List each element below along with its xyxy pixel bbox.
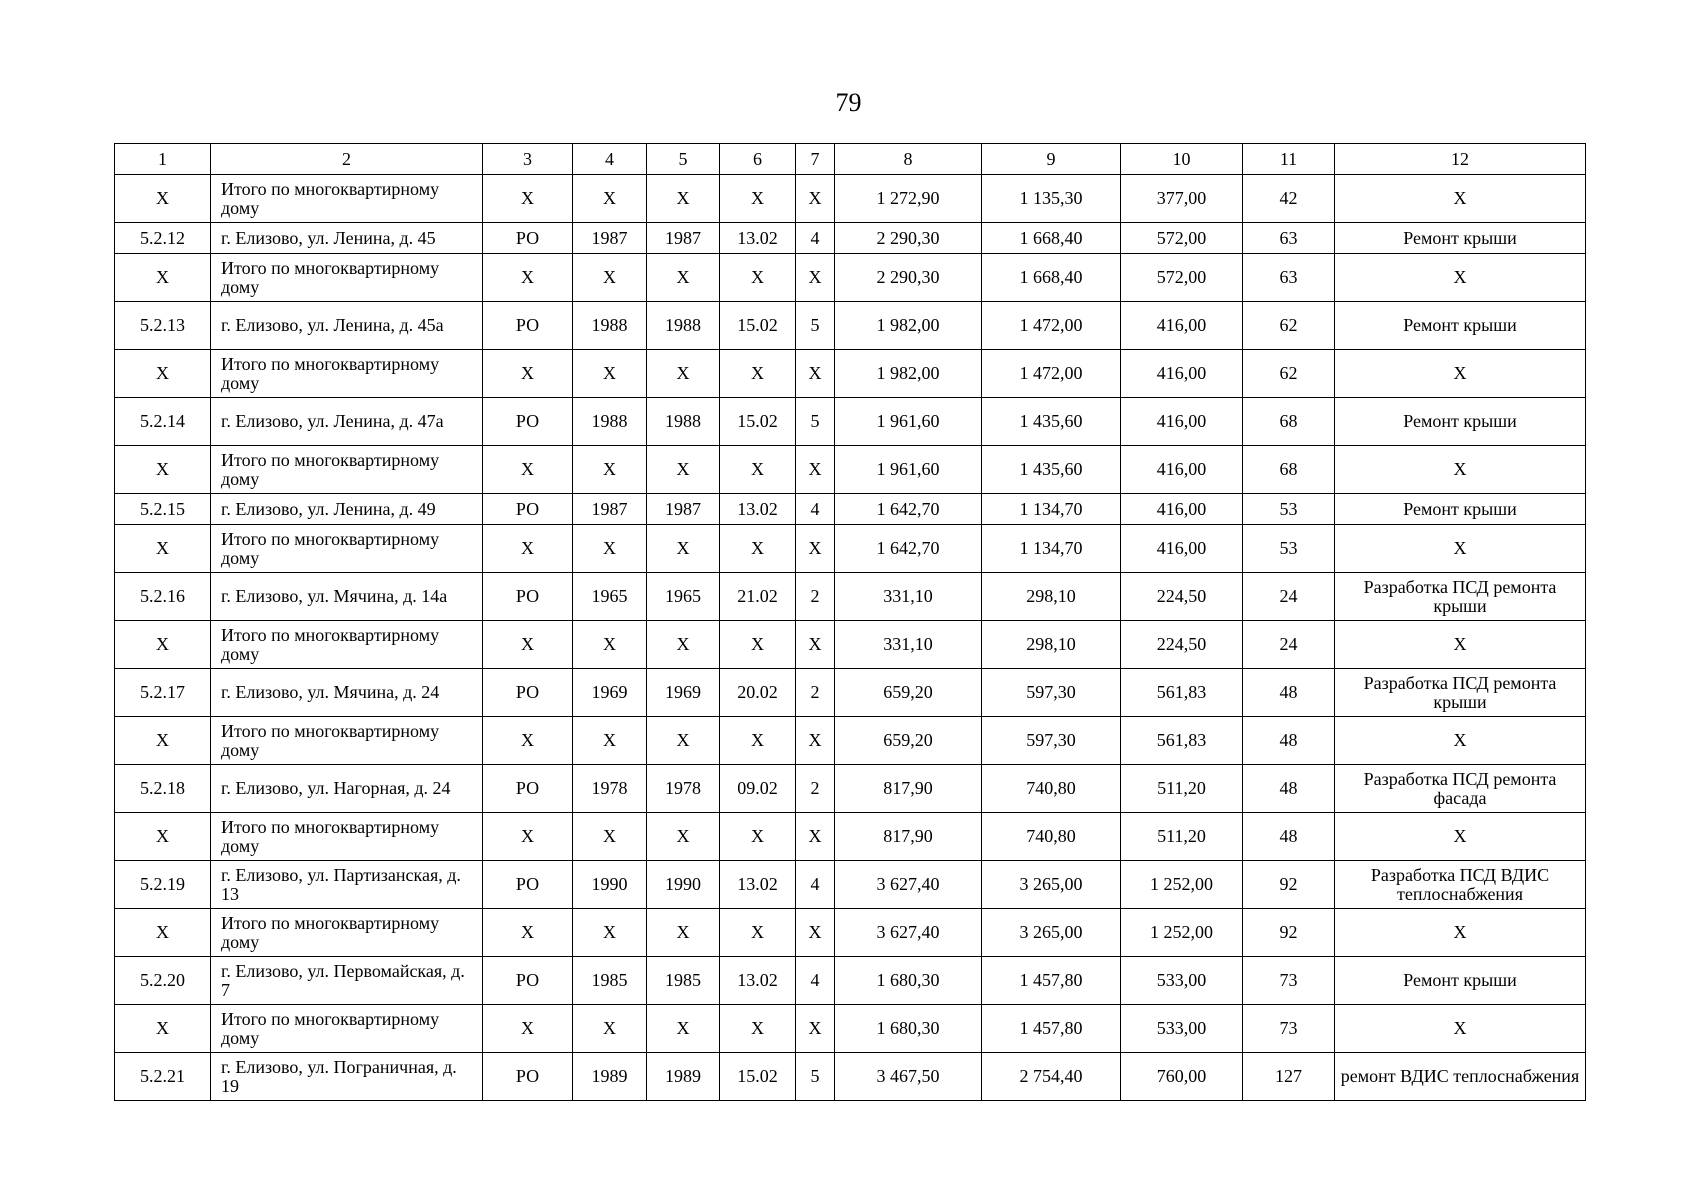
- cell-work: Х: [1335, 909, 1586, 957]
- cell-work: Х: [1335, 717, 1586, 765]
- cell-address: г. Елизово, ул. Ленина, д. 47а: [211, 398, 483, 446]
- cell-number: 5.2.18: [115, 765, 211, 813]
- cell-floors: 4: [796, 861, 835, 909]
- table-row: [115, 302, 1586, 350]
- table-row: [115, 909, 1586, 957]
- table-row: [115, 573, 1586, 621]
- cell-number: 5.2.17: [115, 669, 211, 717]
- cell-year-b: 1978: [647, 765, 720, 813]
- cell-value-9: 3 265,00: [982, 861, 1121, 909]
- cell-year-a: 1990: [573, 861, 647, 909]
- cell-value-8: 817,90: [835, 813, 982, 861]
- cell-type: Х: [483, 446, 573, 494]
- cell-value-8: 1 961,60: [835, 446, 982, 494]
- cell-count: 68: [1243, 398, 1335, 446]
- cell-value-8: 331,10: [835, 573, 982, 621]
- cell-year-b: 1988: [647, 302, 720, 350]
- cell-count: 48: [1243, 669, 1335, 717]
- cell-type: РО: [483, 302, 573, 350]
- cell-value-9: 740,80: [982, 765, 1121, 813]
- cell-value-10: 224,50: [1121, 573, 1243, 621]
- cell-floors: Х: [796, 717, 835, 765]
- cell-address: Итого по многоквартирному дому: [211, 717, 483, 765]
- column-header-3: 3: [483, 144, 573, 175]
- cell-address: Итого по многоквартирному дому: [211, 525, 483, 573]
- column-header-11: 11: [1243, 144, 1335, 175]
- cell-work: Х: [1335, 350, 1586, 398]
- cell-count: 92: [1243, 861, 1335, 909]
- cell-count: 48: [1243, 717, 1335, 765]
- cell-type: РО: [483, 223, 573, 254]
- cell-work: Х: [1335, 525, 1586, 573]
- table-row: [115, 813, 1586, 861]
- cell-floors: 2: [796, 573, 835, 621]
- cell-type: РО: [483, 398, 573, 446]
- header-row: [115, 144, 1586, 175]
- cell-number: Х: [115, 446, 211, 494]
- cell-address: г. Елизово, ул. Ленина, д. 45: [211, 223, 483, 254]
- cell-code: 15.02: [720, 1053, 796, 1101]
- cell-year-a: Х: [573, 446, 647, 494]
- cell-count: 92: [1243, 909, 1335, 957]
- cell-address: Итого по многоквартирному дому: [211, 621, 483, 669]
- cell-floors: Х: [796, 525, 835, 573]
- cell-year-a: Х: [573, 621, 647, 669]
- cell-value-9: 1 435,60: [982, 398, 1121, 446]
- cell-value-8: 1 680,30: [835, 957, 982, 1005]
- column-header-2: 2: [211, 144, 483, 175]
- cell-work: Ремонт крыши: [1335, 494, 1586, 525]
- cell-count: 68: [1243, 446, 1335, 494]
- table-row: [115, 717, 1586, 765]
- cell-count: 62: [1243, 350, 1335, 398]
- cell-value-8: 2 290,30: [835, 223, 982, 254]
- cell-floors: 4: [796, 494, 835, 525]
- cell-value-8: 1 680,30: [835, 1005, 982, 1053]
- cell-value-10: 533,00: [1121, 1005, 1243, 1053]
- cell-floors: Х: [796, 909, 835, 957]
- column-header-7: 7: [796, 144, 835, 175]
- cell-year-a: Х: [573, 909, 647, 957]
- cell-year-a: 1965: [573, 573, 647, 621]
- cell-count: 48: [1243, 813, 1335, 861]
- cell-address: Итого по многоквартирному дому: [211, 254, 483, 302]
- cell-number: 5.2.16: [115, 573, 211, 621]
- cell-value-10: 416,00: [1121, 302, 1243, 350]
- cell-work: ремонт ВДИС теплоснабжения: [1335, 1053, 1586, 1101]
- cell-number: 5.2.13: [115, 302, 211, 350]
- cell-year-b: 1985: [647, 957, 720, 1005]
- cell-code: 13.02: [720, 861, 796, 909]
- cell-floors: 5: [796, 398, 835, 446]
- cell-code: 20.02: [720, 669, 796, 717]
- cell-work: Разработка ПСД ремонта крыши: [1335, 669, 1586, 717]
- cell-type: РО: [483, 861, 573, 909]
- cell-value-10: 572,00: [1121, 223, 1243, 254]
- cell-count: 53: [1243, 494, 1335, 525]
- cell-year-a: Х: [573, 717, 647, 765]
- cell-value-9: 1 472,00: [982, 350, 1121, 398]
- table-row: [115, 446, 1586, 494]
- cell-number: 5.2.20: [115, 957, 211, 1005]
- cell-value-10: 1 252,00: [1121, 909, 1243, 957]
- cell-floors: 2: [796, 765, 835, 813]
- cell-work: Х: [1335, 446, 1586, 494]
- cell-code: Х: [720, 909, 796, 957]
- cell-year-b: Х: [647, 717, 720, 765]
- cell-type: Х: [483, 175, 573, 223]
- cell-work: Х: [1335, 1005, 1586, 1053]
- cell-year-a: Х: [573, 350, 647, 398]
- cell-code: 15.02: [720, 398, 796, 446]
- cell-count: 24: [1243, 621, 1335, 669]
- cell-value-8: 1 982,00: [835, 350, 982, 398]
- cell-value-10: 416,00: [1121, 398, 1243, 446]
- cell-year-b: Х: [647, 446, 720, 494]
- cell-value-10: 1 252,00: [1121, 861, 1243, 909]
- cell-number: Х: [115, 909, 211, 957]
- column-header-5: 5: [647, 144, 720, 175]
- table-row: [115, 175, 1586, 223]
- page-number: 79: [835, 88, 862, 117]
- cell-address: г. Елизово, ул. Пограничная, д. 19: [211, 1053, 483, 1101]
- cell-value-8: 1 642,70: [835, 525, 982, 573]
- cell-number: 5.2.21: [115, 1053, 211, 1101]
- cell-value-10: 511,20: [1121, 765, 1243, 813]
- cell-year-a: 1978: [573, 765, 647, 813]
- cell-type: Х: [483, 909, 573, 957]
- table-row: [115, 1005, 1586, 1053]
- cell-year-b: Х: [647, 621, 720, 669]
- table-row: [115, 1053, 1586, 1101]
- cell-count: 73: [1243, 957, 1335, 1005]
- cell-address: Итого по многоквартирному дому: [211, 350, 483, 398]
- table-row: [115, 398, 1586, 446]
- cell-number: Х: [115, 717, 211, 765]
- cell-value-9: 597,30: [982, 669, 1121, 717]
- cell-work: Ремонт крыши: [1335, 223, 1586, 254]
- cell-year-b: Х: [647, 525, 720, 573]
- cell-code: Х: [720, 175, 796, 223]
- cell-number: 5.2.14: [115, 398, 211, 446]
- cell-value-8: 659,20: [835, 669, 982, 717]
- column-header-9: 9: [982, 144, 1121, 175]
- cell-number: Х: [115, 813, 211, 861]
- cell-value-8: 817,90: [835, 765, 982, 813]
- cell-code: 13.02: [720, 223, 796, 254]
- cell-work: Разработка ПСД ВДИС теплоснабжения: [1335, 861, 1586, 909]
- cell-value-10: 416,00: [1121, 350, 1243, 398]
- cell-floors: Х: [796, 254, 835, 302]
- column-header-4: 4: [573, 144, 647, 175]
- cell-year-b: Х: [647, 175, 720, 223]
- cell-value-8: 1 642,70: [835, 494, 982, 525]
- cell-code: Х: [720, 525, 796, 573]
- column-header-10: 10: [1121, 144, 1243, 175]
- cell-floors: 5: [796, 302, 835, 350]
- cell-value-9: 1 472,00: [982, 302, 1121, 350]
- cell-year-a: 1969: [573, 669, 647, 717]
- cell-work: Х: [1335, 621, 1586, 669]
- cell-code: Х: [720, 813, 796, 861]
- cell-number: 5.2.12: [115, 223, 211, 254]
- cell-code: Х: [720, 254, 796, 302]
- cell-work: Разработка ПСД ремонта фасада: [1335, 765, 1586, 813]
- cell-value-9: 298,10: [982, 573, 1121, 621]
- cell-floors: Х: [796, 175, 835, 223]
- cell-type: Х: [483, 350, 573, 398]
- cell-number: Х: [115, 525, 211, 573]
- cell-type: Х: [483, 813, 573, 861]
- cell-count: 24: [1243, 573, 1335, 621]
- cell-value-10: 511,20: [1121, 813, 1243, 861]
- cell-value-9: 1 135,30: [982, 175, 1121, 223]
- table-row: [115, 525, 1586, 573]
- cell-number: 5.2.15: [115, 494, 211, 525]
- cell-value-10: 224,50: [1121, 621, 1243, 669]
- column-header-1: 1: [115, 144, 211, 175]
- cell-code: Х: [720, 1005, 796, 1053]
- cell-address: г. Елизово, ул. Партизанская, д. 13: [211, 861, 483, 909]
- cell-floors: 2: [796, 669, 835, 717]
- cell-work: Х: [1335, 813, 1586, 861]
- cell-number: Х: [115, 1005, 211, 1053]
- cell-type: Х: [483, 525, 573, 573]
- cell-year-b: Х: [647, 350, 720, 398]
- table-row: [115, 494, 1586, 525]
- cell-year-b: Х: [647, 813, 720, 861]
- cell-year-b: 1990: [647, 861, 720, 909]
- cell-code: Х: [720, 621, 796, 669]
- cell-year-b: 1987: [647, 494, 720, 525]
- cell-count: 63: [1243, 223, 1335, 254]
- cell-year-a: Х: [573, 525, 647, 573]
- cell-year-a: 1988: [573, 302, 647, 350]
- cell-type: РО: [483, 494, 573, 525]
- cell-type: Х: [483, 1005, 573, 1053]
- table-body: [115, 144, 1586, 1101]
- cell-value-8: 1 982,00: [835, 302, 982, 350]
- cell-floors: Х: [796, 621, 835, 669]
- cell-value-8: 1 961,60: [835, 398, 982, 446]
- cell-year-a: Х: [573, 175, 647, 223]
- table-row: [115, 957, 1586, 1005]
- table-row: [115, 254, 1586, 302]
- cell-value-9: 1 457,80: [982, 1005, 1121, 1053]
- cell-count: 62: [1243, 302, 1335, 350]
- cell-year-a: 1988: [573, 398, 647, 446]
- cell-code: 13.02: [720, 957, 796, 1005]
- cell-type: РО: [483, 765, 573, 813]
- cell-code: Х: [720, 446, 796, 494]
- cell-value-10: 416,00: [1121, 494, 1243, 525]
- cell-value-9: 597,30: [982, 717, 1121, 765]
- cell-type: РО: [483, 669, 573, 717]
- cell-value-8: 1 272,90: [835, 175, 982, 223]
- cell-year-b: 1988: [647, 398, 720, 446]
- column-header-6: 6: [720, 144, 796, 175]
- cell-floors: 4: [796, 223, 835, 254]
- cell-type: Х: [483, 621, 573, 669]
- cell-year-b: Х: [647, 1005, 720, 1053]
- cell-type: РО: [483, 1053, 573, 1101]
- cell-value-10: 760,00: [1121, 1053, 1243, 1101]
- cell-count: 127: [1243, 1053, 1335, 1101]
- cell-value-9: 298,10: [982, 621, 1121, 669]
- cell-work: Х: [1335, 254, 1586, 302]
- cell-year-b: Х: [647, 909, 720, 957]
- cell-floors: Х: [796, 350, 835, 398]
- cell-value-10: 572,00: [1121, 254, 1243, 302]
- cell-number: Х: [115, 350, 211, 398]
- table-row: [115, 861, 1586, 909]
- cell-number: Х: [115, 175, 211, 223]
- cell-year-a: 1985: [573, 957, 647, 1005]
- cell-year-a: 1989: [573, 1053, 647, 1101]
- cell-address: г. Елизово, ул. Ленина, д. 49: [211, 494, 483, 525]
- cell-work: Х: [1335, 175, 1586, 223]
- cell-value-9: 3 265,00: [982, 909, 1121, 957]
- cell-work: Ремонт крыши: [1335, 302, 1586, 350]
- cell-value-8: 3 467,50: [835, 1053, 982, 1101]
- cell-value-8: 2 290,30: [835, 254, 982, 302]
- cell-value-9: 1 134,70: [982, 494, 1121, 525]
- cell-value-8: 3 627,40: [835, 861, 982, 909]
- cell-year-a: 1987: [573, 494, 647, 525]
- cell-address: Итого по многоквартирному дому: [211, 909, 483, 957]
- cell-year-a: Х: [573, 254, 647, 302]
- table-row: [115, 350, 1586, 398]
- cell-value-9: 1 668,40: [982, 223, 1121, 254]
- cell-work: Ремонт крыши: [1335, 398, 1586, 446]
- cell-floors: Х: [796, 1005, 835, 1053]
- cell-count: 42: [1243, 175, 1335, 223]
- cell-floors: 5: [796, 1053, 835, 1101]
- cell-year-b: 1989: [647, 1053, 720, 1101]
- cell-address: Итого по многоквартирному дому: [211, 175, 483, 223]
- cell-code: 09.02: [720, 765, 796, 813]
- cell-year-b: 1987: [647, 223, 720, 254]
- cell-count: 73: [1243, 1005, 1335, 1053]
- cell-year-a: Х: [573, 1005, 647, 1053]
- cell-value-8: 3 627,40: [835, 909, 982, 957]
- cell-count: 53: [1243, 525, 1335, 573]
- cell-number: Х: [115, 621, 211, 669]
- cell-year-b: 1969: [647, 669, 720, 717]
- housing-repair-table: [114, 143, 1586, 1101]
- table-row: [115, 223, 1586, 254]
- cell-count: 63: [1243, 254, 1335, 302]
- column-header-12: 12: [1335, 144, 1586, 175]
- cell-type: РО: [483, 957, 573, 1005]
- cell-address: Итого по многоквартирному дому: [211, 1005, 483, 1053]
- cell-type: Х: [483, 717, 573, 765]
- column-header-8: 8: [835, 144, 982, 175]
- cell-address: г. Елизово, ул. Нагорная, д. 24: [211, 765, 483, 813]
- cell-code: 13.02: [720, 494, 796, 525]
- cell-year-b: 1965: [647, 573, 720, 621]
- cell-value-10: 377,00: [1121, 175, 1243, 223]
- cell-value-10: 533,00: [1121, 957, 1243, 1005]
- cell-code: Х: [720, 717, 796, 765]
- cell-value-9: 1 668,40: [982, 254, 1121, 302]
- cell-value-8: 659,20: [835, 717, 982, 765]
- cell-address: г. Елизово, ул. Ленина, д. 45а: [211, 302, 483, 350]
- cell-value-9: 740,80: [982, 813, 1121, 861]
- cell-number: Х: [115, 254, 211, 302]
- cell-code: Х: [720, 350, 796, 398]
- cell-address: Итого по многоквартирному дому: [211, 446, 483, 494]
- cell-value-9: 1 435,60: [982, 446, 1121, 494]
- cell-floors: Х: [796, 446, 835, 494]
- cell-address: г. Елизово, ул. Мячина, д. 24: [211, 669, 483, 717]
- cell-value-8: 331,10: [835, 621, 982, 669]
- cell-type: Х: [483, 254, 573, 302]
- cell-year-b: Х: [647, 254, 720, 302]
- cell-value-9: 1 457,80: [982, 957, 1121, 1005]
- cell-value-10: 416,00: [1121, 446, 1243, 494]
- cell-address: г. Елизово, ул. Мячина, д. 14а: [211, 573, 483, 621]
- cell-value-9: 2 754,40: [982, 1053, 1121, 1101]
- cell-address: г. Елизово, ул. Первомайская, д. 7: [211, 957, 483, 1005]
- cell-value-10: 561,83: [1121, 669, 1243, 717]
- cell-year-a: 1987: [573, 223, 647, 254]
- cell-value-10: 561,83: [1121, 717, 1243, 765]
- cell-number: 5.2.19: [115, 861, 211, 909]
- table-row: [115, 669, 1586, 717]
- table-row: [115, 765, 1586, 813]
- cell-code: 15.02: [720, 302, 796, 350]
- cell-floors: 4: [796, 957, 835, 1005]
- cell-year-a: Х: [573, 813, 647, 861]
- cell-code: 21.02: [720, 573, 796, 621]
- cell-work: Разработка ПСД ремонта крыши: [1335, 573, 1586, 621]
- cell-value-10: 416,00: [1121, 525, 1243, 573]
- cell-address: Итого по многоквартирному дому: [211, 813, 483, 861]
- cell-work: Ремонт крыши: [1335, 957, 1586, 1005]
- cell-value-9: 1 134,70: [982, 525, 1121, 573]
- cell-floors: Х: [796, 813, 835, 861]
- cell-count: 48: [1243, 765, 1335, 813]
- table-row: [115, 621, 1586, 669]
- cell-type: РО: [483, 573, 573, 621]
